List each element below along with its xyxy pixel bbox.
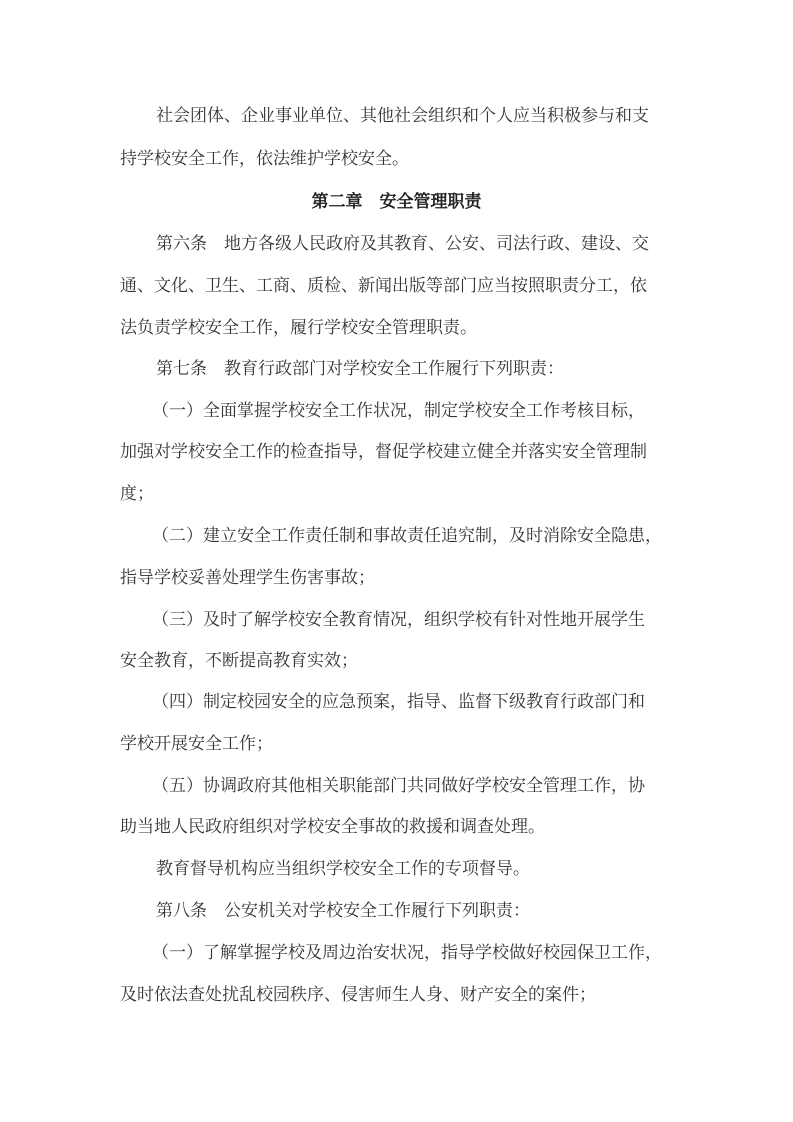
paragraph-line: 教育督导机构应当组织学校安全工作的专项督导。 xyxy=(156,859,530,879)
paragraph-line: 加强对学校安全工作的检查指导，督促学校建立健全并落实安全管理制 xyxy=(120,442,647,462)
paragraph-line: （四）制定校园安全的应急预案，指导、监督下级教育行政部门和 xyxy=(152,692,645,712)
paragraph-line: （二）建立安全工作责任制和事故责任追究制，及时消除安全隐患， xyxy=(152,526,662,546)
paragraph-line: 学校开展安全工作； xyxy=(120,734,273,754)
paragraph-line: （一）了解掌握学校及周边治安状况，指导学校做好校园保卫工作， xyxy=(152,943,662,963)
paragraph-line: 安全教育，不断提高教育实效； xyxy=(120,651,358,671)
chapter-heading: 第二章 安全管理职责 xyxy=(311,192,482,212)
paragraph-line: （一）全面掌握学校安全工作状况，制定学校安全工作考核目标， xyxy=(152,401,645,421)
paragraph-line: 及时依法查处扰乱校园秩序、侵害师生人身、财产安全的案件； xyxy=(120,985,596,1005)
paragraph-line: 持学校安全工作，依法维护学校安全。 xyxy=(120,149,409,169)
paragraph-line: 度； xyxy=(120,484,154,504)
paragraph-line: 第六条 地方各级人民政府及其教育、公安、司法行政、建设、交 xyxy=(156,234,649,254)
paragraph-line: 社会团体、企业事业单位、其他社会组织和个人应当积极参与和支 xyxy=(156,106,649,126)
paragraph-line: 法负责学校安全工作，履行学校安全管理职责。 xyxy=(120,318,477,338)
paragraph-line: （三）及时了解学校安全教育情况，组织学校有针对性地开展学生 xyxy=(152,610,645,630)
paragraph-line: 通、文化、卫生、工商、质检、新闻出版等部门应当按照职责分工，依 xyxy=(120,276,647,296)
paragraph-line: 指导学校妥善处理学生伤害事故； xyxy=(120,568,375,588)
paragraph-line: （五）协调政府其他相关职能部门共同做好学校安全管理工作，协 xyxy=(152,776,645,796)
paragraph-line: 第八条 公安机关对学校安全工作履行下列职责： xyxy=(156,901,530,921)
paragraph-line: 助当地人民政府组织对学校安全事故的救援和调查处理。 xyxy=(120,817,545,837)
paragraph-line: 第七条 教育行政部门对学校安全工作履行下列职责： xyxy=(156,359,564,379)
